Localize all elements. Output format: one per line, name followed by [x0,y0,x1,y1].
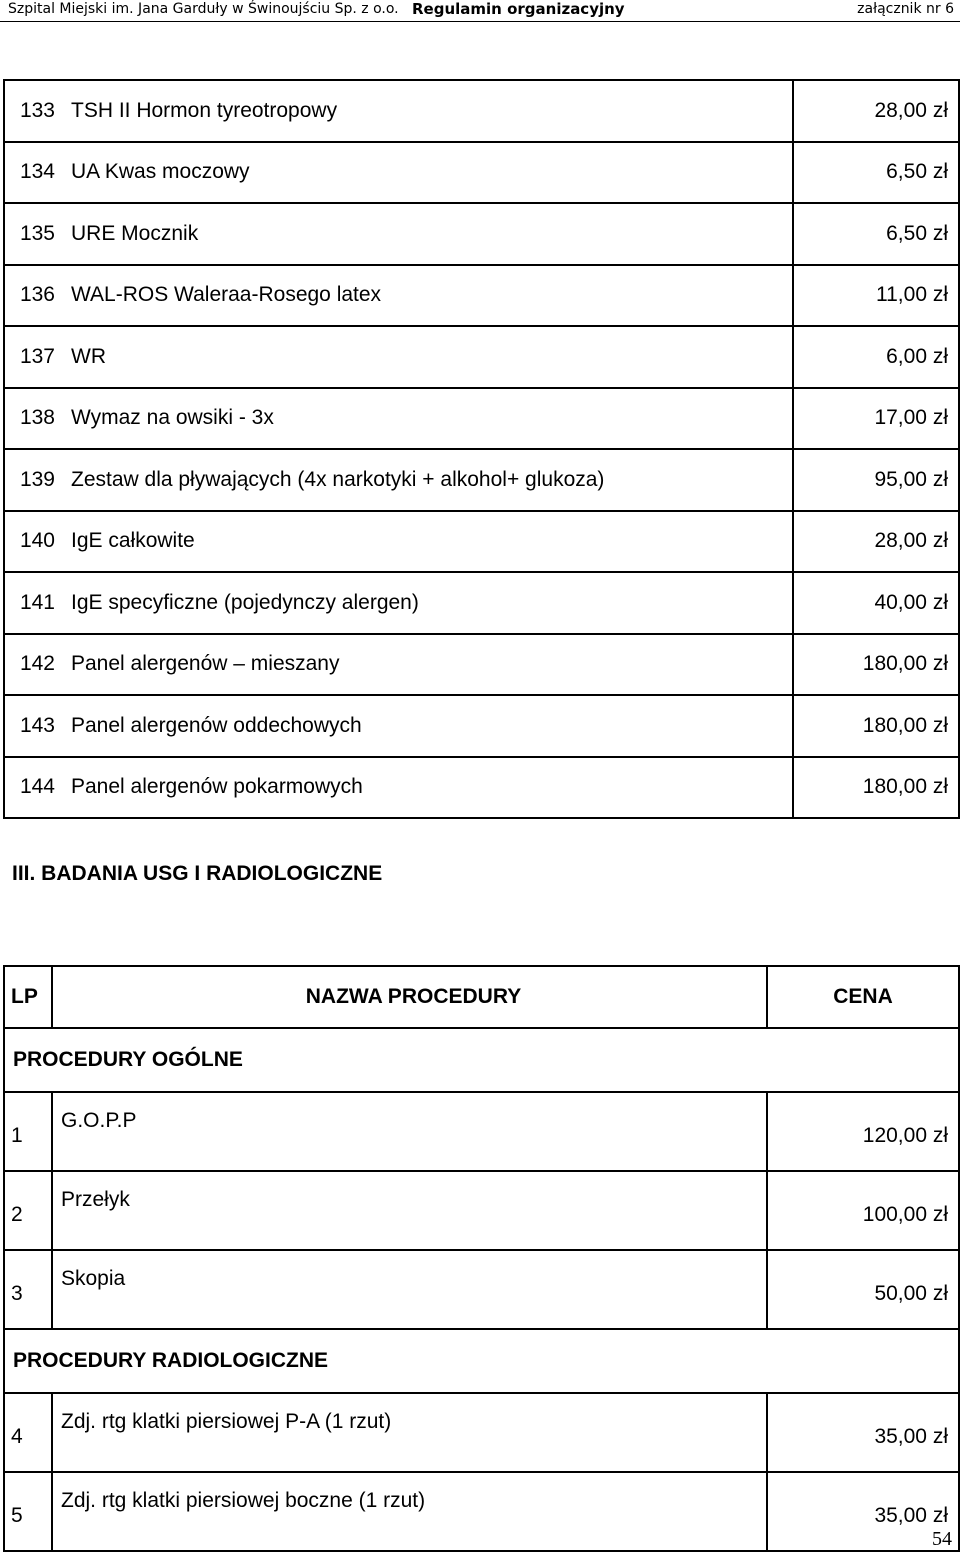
table-row [4,511,959,573]
row-lp: 144 [4,757,61,819]
row-price: 100,00 zł [767,1171,959,1250]
row-name: G.O.P.P [52,1092,767,1171]
row-lp: 134 [4,142,61,204]
row-price: 28,00 zł [793,80,959,142]
row-name: IgE całkowite [61,511,793,573]
header-name: NAZWA PROCEDURY [52,966,767,1028]
row-name: Skopia [52,1250,767,1329]
table-row [4,1171,959,1250]
row-lp: 140 [4,511,61,573]
row-price: 6,50 zł [793,203,959,265]
row-price: 40,00 zł [793,572,959,634]
row-lp: 137 [4,326,61,388]
row-name: Zdj. rtg klatki piersiowej boczne (1 rzut) [52,1472,767,1551]
row-lp: 143 [4,695,61,757]
row-price: 180,00 zł [793,695,959,757]
group-row-radiology [4,1329,959,1393]
page-header [0,0,960,22]
row-price: 180,00 zł [793,757,959,819]
row-name: TSH II Hormon tyreotropowy [61,80,793,142]
header-divider [0,21,960,22]
row-lp: 2 [4,1171,52,1250]
row-price: 95,00 zł [793,449,959,511]
header-lp: LP [4,966,52,1028]
row-name: UA Kwas moczowy [61,142,793,204]
page-number: 54 [932,1528,952,1550]
row-lp: 1 [4,1092,52,1171]
row-name: Przełyk [52,1171,767,1250]
table-row [4,1250,959,1329]
group-row-general [4,1028,959,1092]
lab-price-table [3,79,960,819]
row-price: 6,50 zł [793,142,959,204]
table-row [4,388,959,450]
row-price: 11,00 zł [793,265,959,327]
row-price: 120,00 zł [767,1092,959,1171]
row-lp: 136 [4,265,61,327]
radiology-price-table [3,965,960,1552]
group-title: PROCEDURY RADIOLOGICZNE [4,1329,959,1393]
row-name: Panel alergenów pokarmowych [61,757,793,819]
row-name: Zdj. rtg klatki piersiowej P-A (1 rzut) [52,1393,767,1472]
section-title: III. BADANIA USG I RADIOLOGICZNE [12,862,383,885]
row-lp: 135 [4,203,61,265]
table-row [4,634,959,696]
row-name: Panel alergenów oddechowych [61,695,793,757]
table-row [4,142,959,204]
table-row [4,1393,959,1472]
row-name: WR [61,326,793,388]
row-lp: 138 [4,388,61,450]
table-row [4,1092,959,1171]
group-title: PROCEDURY OGÓLNE [4,1028,959,1092]
table-row [4,695,959,757]
row-name: Zestaw dla pływających (4x narkotyki + alkohol+ glukoza) [61,449,793,511]
row-name: URE Mocznik [61,203,793,265]
row-price: 35,00 zł [767,1472,959,1551]
row-name: IgE specyficzne (pojedynczy alergen) [61,572,793,634]
row-lp: 142 [4,634,61,696]
table-row [4,326,959,388]
table-row [4,1472,959,1551]
table-row [4,265,959,327]
row-lp: 4 [4,1393,52,1472]
row-lp: 139 [4,449,61,511]
row-price: 6,00 zł [793,326,959,388]
document-title: Regulamin organizacyjny [412,0,625,18]
row-lp: 141 [4,572,61,634]
table-row [4,80,959,142]
row-price: 180,00 zł [793,634,959,696]
row-name: WAL-ROS Waleraa-Rosego latex [61,265,793,327]
header-price: CENA [767,966,959,1028]
table-row [4,572,959,634]
attachment-label: załącznik nr 6 [857,1,954,17]
row-name: Wymaz na owsiki - 3x [61,388,793,450]
row-lp: 133 [4,80,61,142]
hospital-name: Szpital Miejski im. Jana Garduły w Świnoujściu Sp. z o.o. [8,1,399,17]
row-name: Panel alergenów – mieszany [61,634,793,696]
row-lp: 5 [4,1472,52,1551]
table-row [4,757,959,819]
row-price: 17,00 zł [793,388,959,450]
table-row [4,449,959,511]
row-price: 28,00 zł [793,511,959,573]
row-price: 35,00 zł [767,1393,959,1472]
row-price: 50,00 zł [767,1250,959,1329]
row-lp: 3 [4,1250,52,1329]
table-header-row [4,966,959,1028]
table-row [4,203,959,265]
